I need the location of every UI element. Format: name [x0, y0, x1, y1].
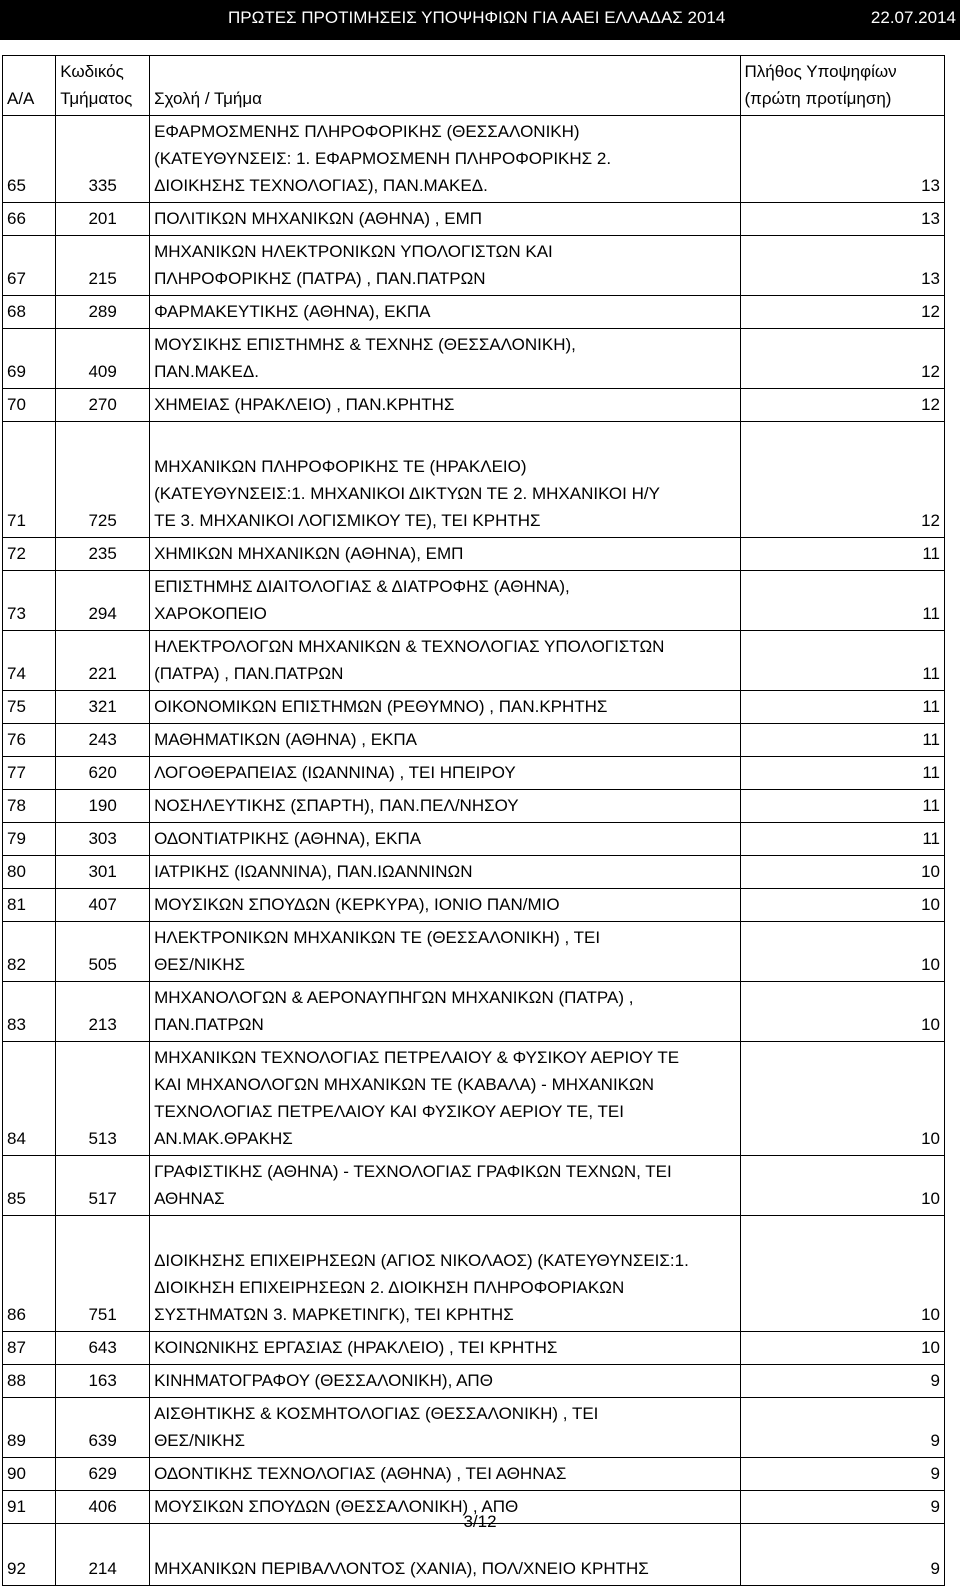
cell-aa: 82 [3, 922, 56, 982]
cell-count: 10 [740, 1216, 945, 1332]
cell-aa: 65 [3, 116, 56, 203]
cell-count: 9 [740, 1491, 945, 1524]
cell-code: 335 [56, 116, 150, 203]
column-header-code: Κωδικός Τμήματος [56, 56, 150, 116]
table-row [3, 538, 945, 571]
cell-code: 620 [56, 757, 150, 790]
table-row [3, 1458, 945, 1491]
candidates-table [2, 55, 945, 1586]
cell-code: 214 [56, 1524, 150, 1586]
cell-name: ΓΡΑΦΙΣΤΙΚΗΣ (ΑΘΗΝΑ) - ΤΕΧΝΟΛΟΓΙΑΣ ΓΡΑΦΙΚΩΝ ΤΕΧΝΩΝ, ΤΕΙ ΑΘΗΝΑΣ [150, 1156, 740, 1216]
cell-count: 9 [740, 1365, 945, 1398]
cell-count: 12 [740, 389, 945, 422]
cell-code: 235 [56, 538, 150, 571]
cell-count: 9 [740, 1524, 945, 1586]
cell-aa: 92 [3, 1524, 56, 1586]
cell-name: ΜΗΧΑΝΙΚΩΝ ΠΕΡΙΒΑΛΛΟΝΤΟΣ (ΧΑΝΙΑ), ΠΟΛ/ΧΝΕΙΟ ΚΡΗΤΗΣ [150, 1524, 740, 1586]
cell-aa: 79 [3, 823, 56, 856]
cell-aa: 74 [3, 631, 56, 691]
column-header-name: Σχολή / Τμήμα [150, 56, 740, 116]
cell-code: 639 [56, 1398, 150, 1458]
table-row [3, 856, 945, 889]
cell-name: ΕΠΙΣΤΗΜΗΣ ΔΙΑΙΤΟΛΟΓΙΑΣ & ΔΙΑΤΡΟΦΗΣ (ΑΘΗΝΑ), ΧΑΡΟΚΟΠΕΙΟ [150, 571, 740, 631]
cell-code: 190 [56, 790, 150, 823]
cell-count: 12 [740, 329, 945, 389]
table-row [3, 922, 945, 982]
table-body [3, 116, 945, 1586]
cell-count: 9 [740, 1398, 945, 1458]
table-row [3, 203, 945, 236]
cell-aa: 71 [3, 422, 56, 538]
cell-code: 289 [56, 296, 150, 329]
table-row [3, 1216, 945, 1332]
cell-code: 270 [56, 389, 150, 422]
cell-name: ΜΟΥΣΙΚΩΝ ΣΠΟΥΔΩΝ (ΘΕΣΣΑΛΟΝΙΚΗ) , ΑΠΘ [150, 1491, 740, 1524]
cell-aa: 78 [3, 790, 56, 823]
cell-code: 629 [56, 1458, 150, 1491]
cell-aa: 70 [3, 389, 56, 422]
cell-count: 11 [740, 757, 945, 790]
cell-code: 725 [56, 422, 150, 538]
cell-count: 10 [740, 922, 945, 982]
cell-count: 13 [740, 236, 945, 296]
cell-aa: 76 [3, 724, 56, 757]
cell-name: ΟΙΚΟΝΟΜΙΚΩΝ ΕΠΙΣΤΗΜΩΝ (ΡΕΘΥΜΝΟ) , ΠΑΝ.ΚΡΗΤΗΣ [150, 691, 740, 724]
cell-count: 10 [740, 1332, 945, 1365]
cell-name: ΔΙΟΙΚΗΣΗΣ ΕΠΙΧΕΙΡΗΣΕΩΝ (ΑΓΙΟΣ ΝΙΚΟΛΑΟΣ) (ΚΑΤΕΥΘΥΝΣΕΙΣ:1. ΔΙΟΙΚΗΣΗ ΕΠΙΧΕΙΡΗΣΕΩΝ 2. ΔΙΟΙΚΗΣΗ ΠΛΗΡΟΦΟΡΙΑΚΩΝ ΣΥΣΤΗΜΑΤΩΝ 3. ΜΑΡΚΕΤΙΝΓΚ), ΤΕΙ ΚΡΗΤΗΣ [150, 1216, 740, 1332]
table-header-row [3, 56, 945, 116]
cell-code: 409 [56, 329, 150, 389]
cell-name: ΠΟΛΙΤΙΚΩΝ ΜΗΧΑΝΙΚΩΝ (ΑΘΗΝΑ) , ΕΜΠ [150, 203, 740, 236]
cell-count: 11 [740, 790, 945, 823]
cell-aa: 85 [3, 1156, 56, 1216]
table-row [3, 724, 945, 757]
cell-name: ΜΗΧΑΝΙΚΩΝ ΠΛΗΡΟΦΟΡΙΚΗΣ ΤΕ (ΗΡΑΚΛΕΙΟ) (ΚΑΤΕΥΘΥΝΣΕΙΣ:1. ΜΗΧΑΝΙΚΟΙ ΔΙΚΤΥΩΝ ΤΕ 2. ΜΗΧΑΝΙΚΟΙ Η/Υ ΤΕ 3. ΜΗΧΑΝΙΚΟΙ ΛΟΓΙΣΜΙΚΟΥ ΤΕ), ΤΕΙ ΚΡΗΤΗΣ [150, 422, 740, 538]
cell-count: 10 [740, 1042, 945, 1156]
cell-aa: 73 [3, 571, 56, 631]
cell-aa: 88 [3, 1365, 56, 1398]
cell-aa: 84 [3, 1042, 56, 1156]
cell-name: ΜΑΘΗΜΑΤΙΚΩΝ (ΑΘΗΝΑ) , ΕΚΠΑ [150, 724, 740, 757]
cell-name: ΜΗΧΑΝΟΛΟΓΩΝ & ΑΕΡΟΝΑΥΠΗΓΩΝ ΜΗΧΑΝΙΚΩΝ (ΠΑΤΡΑ) , ΠΑΝ.ΠΑΤΡΩΝ [150, 982, 740, 1042]
table-row [3, 422, 945, 538]
cell-name: ΜΟΥΣΙΚΩΝ ΣΠΟΥΔΩΝ (ΚΕΡΚΥΡΑ), ΙΟΝΙΟ ΠΑΝ/ΜΙΟ [150, 889, 740, 922]
cell-code: 505 [56, 922, 150, 982]
cell-count: 10 [740, 982, 945, 1042]
table-row [3, 1332, 945, 1365]
cell-name: ΚΟΙΝΩΝΙΚΗΣ ΕΡΓΑΣΙΑΣ (ΗΡΑΚΛΕΙΟ) , ΤΕΙ ΚΡΗΤΗΣ [150, 1332, 740, 1365]
cell-aa: 87 [3, 1332, 56, 1365]
cell-name: ΑΙΣΘΗΤΙΚΗΣ & ΚΟΣΜΗΤΟΛΟΓΙΑΣ (ΘΕΣΣΑΛΟΝΙΚΗ) , ΤΕΙ ΘΕΣ/ΝΙΚΗΣ [150, 1398, 740, 1458]
cell-aa: 86 [3, 1216, 56, 1332]
column-header-aa: Α/Α [3, 56, 56, 116]
cell-code: 163 [56, 1365, 150, 1398]
cell-count: 9 [740, 1458, 945, 1491]
cell-code: 201 [56, 203, 150, 236]
cell-count: 11 [740, 538, 945, 571]
cell-count: 11 [740, 691, 945, 724]
table-row [3, 389, 945, 422]
cell-aa: 91 [3, 1491, 56, 1524]
cell-count: 11 [740, 631, 945, 691]
cell-name: ΙΑΤΡΙΚΗΣ (ΙΩΑΝΝΙΝΑ), ΠΑΝ.ΙΩΑΝΝΙΝΩΝ [150, 856, 740, 889]
cell-aa: 80 [3, 856, 56, 889]
cell-aa: 67 [3, 236, 56, 296]
document-title: ΠΡΩΤΕΣ ΠΡΟΤΙΜΗΣΕΙΣ ΥΠΟΨΗΦΙΩΝ ΓΙΑ ΑΑΕΙ ΕΛΛΑΔΑΣ 2014 [228, 8, 726, 27]
cell-aa: 68 [3, 296, 56, 329]
table-row [3, 823, 945, 856]
cell-name: ΧΗΜΕΙΑΣ (ΗΡΑΚΛΕΙΟ) , ΠΑΝ.ΚΡΗΤΗΣ [150, 389, 740, 422]
cell-name: ΟΔΟΝΤΙΚΗΣ ΤΕΧΝΟΛΟΓΙΑΣ (ΑΘΗΝΑ) , ΤΕΙ ΑΘΗΝΑΣ [150, 1458, 740, 1491]
cell-name: ΟΔΟΝΤΙΑΤΡΙΚΗΣ (ΑΘΗΝΑ), ΕΚΠΑ [150, 823, 740, 856]
table-row [3, 1156, 945, 1216]
table-row [3, 296, 945, 329]
cell-code: 243 [56, 724, 150, 757]
cell-aa: 75 [3, 691, 56, 724]
cell-count: 13 [740, 116, 945, 203]
table-row [3, 1524, 945, 1586]
document-date: 22.07.2014 [870, 8, 956, 27]
table-row [3, 790, 945, 823]
cell-aa: 69 [3, 329, 56, 389]
table-row [3, 571, 945, 631]
table-row [3, 236, 945, 296]
cell-code: 294 [56, 571, 150, 631]
cell-aa: 83 [3, 982, 56, 1042]
table-row [3, 982, 945, 1042]
cell-code: 643 [56, 1332, 150, 1365]
table-row [3, 631, 945, 691]
cell-name: ΕΦΑΡΜΟΣΜΕΝΗΣ ΠΛΗΡΟΦΟΡΙΚΗΣ (ΘΕΣΣΑΛΟΝΙΚΗ) (ΚΑΤΕΥΘΥΝΣΕΙΣ: 1. ΕΦΑΡΜΟΣΜΕΝΗ ΠΛΗΡΟΦΟΡΙΚΗΣ 2. ΔΙΟΙΚΗΣΗΣ ΤΕΧΝΟΛΟΓΙΑΣ), ΠΑΝ.ΜΑΚΕΔ. [150, 116, 740, 203]
cell-code: 321 [56, 691, 150, 724]
table-row [3, 889, 945, 922]
page-header [0, 0, 960, 40]
cell-code: 213 [56, 982, 150, 1042]
cell-name: ΧΗΜΙΚΩΝ ΜΗΧΑΝΙΚΩΝ (ΑΘΗΝΑ), ΕΜΠ [150, 538, 740, 571]
page-number: 3/12 [463, 1512, 497, 1531]
cell-count: 12 [740, 296, 945, 329]
table-row [3, 691, 945, 724]
cell-count: 10 [740, 856, 945, 889]
table-row [3, 757, 945, 790]
cell-code: 517 [56, 1156, 150, 1216]
cell-aa: 81 [3, 889, 56, 922]
cell-count: 11 [740, 823, 945, 856]
column-header-count: Πλήθος Υποψηφίων (πρώτη προτίμηση) [740, 56, 945, 116]
cell-code: 301 [56, 856, 150, 889]
cell-name: ΜΗΧΑΝΙΚΩΝ ΤΕΧΝΟΛΟΓΙΑΣ ΠΕΤΡΕΛΑΙΟΥ & ΦΥΣΙΚΟΥ ΑΕΡΙΟΥ ΤΕ ΚΑΙ ΜΗΧΑΝΟΛΟΓΩΝ ΜΗΧΑΝΙΚΩΝ ΤΕ (ΚΑΒΑΛΑ) - ΜΗΧΑΝΙΚΩΝ ΤΕΧΝΟΛΟΓΙΑΣ ΠΕΤΡΕΛΑΙΟΥ ΚΑΙ ΦΥΣΙΚΟΥ ΑΕΡΙΟΥ ΤΕ, ΤΕΙ ΑΝ.ΜΑΚ.ΘΡΑΚΗΣ [150, 1042, 740, 1156]
table-row [3, 116, 945, 203]
cell-name: ΝΟΣΗΛΕΥΤΙΚΗΣ (ΣΠΑΡΤΗ), ΠΑΝ.ΠΕΛ/ΝΗΣΟΥ [150, 790, 740, 823]
cell-code: 303 [56, 823, 150, 856]
cell-code: 513 [56, 1042, 150, 1156]
cell-aa: 90 [3, 1458, 56, 1491]
cell-aa: 89 [3, 1398, 56, 1458]
cell-count: 13 [740, 203, 945, 236]
table-row [3, 1398, 945, 1458]
cell-code: 215 [56, 236, 150, 296]
table-row [3, 1042, 945, 1156]
cell-name: ΚΙΝΗΜΑΤΟΓΡΑΦΟΥ (ΘΕΣΣΑΛΟΝΙΚΗ), ΑΠΘ [150, 1365, 740, 1398]
cell-aa: 72 [3, 538, 56, 571]
cell-name: ΛΟΓΟΘΕΡΑΠΕΙΑΣ (ΙΩΑΝΝΙΝΑ) , ΤΕΙ ΗΠΕΙΡΟΥ [150, 757, 740, 790]
cell-name: ΗΛΕΚΤΡΟΛΟΓΩΝ ΜΗΧΑΝΙΚΩΝ & ΤΕΧΝΟΛΟΓΙΑΣ ΥΠΟΛΟΓΙΣΤΩΝ (ΠΑΤΡΑ) , ΠΑΝ.ΠΑΤΡΩΝ [150, 631, 740, 691]
table-row [3, 329, 945, 389]
cell-count: 11 [740, 571, 945, 631]
cell-count: 12 [740, 422, 945, 538]
cell-count: 10 [740, 889, 945, 922]
cell-aa: 66 [3, 203, 56, 236]
cell-name: ΜΟΥΣΙΚΗΣ ΕΠΙΣΤΗΜΗΣ & ΤΕΧΝΗΣ (ΘΕΣΣΑΛΟΝΙΚΗ), ΠΑΝ.ΜΑΚΕΔ. [150, 329, 740, 389]
cell-name: ΦΑΡΜΑΚΕΥΤΙΚΗΣ (ΑΘΗΝΑ), ΕΚΠΑ [150, 296, 740, 329]
cell-code: 406 [56, 1491, 150, 1524]
cell-name: ΜΗΧΑΝΙΚΩΝ ΗΛΕΚΤΡΟΝΙΚΩΝ ΥΠΟΛΟΓΙΣΤΩΝ ΚΑΙ ΠΛΗΡΟΦΟΡΙΚΗΣ (ΠΑΤΡΑ) , ΠΑΝ.ΠΑΤΡΩΝ [150, 236, 740, 296]
cell-count: 10 [740, 1156, 945, 1216]
table-row [3, 1365, 945, 1398]
cell-code: 751 [56, 1216, 150, 1332]
cell-code: 407 [56, 889, 150, 922]
cell-aa: 77 [3, 757, 56, 790]
cell-name: ΗΛΕΚΤΡΟΝΙΚΩΝ ΜΗΧΑΝΙΚΩΝ ΤΕ (ΘΕΣΣΑΛΟΝΙΚΗ) , ΤΕΙ ΘΕΣ/ΝΙΚΗΣ [150, 922, 740, 982]
cell-code: 221 [56, 631, 150, 691]
cell-count: 11 [740, 724, 945, 757]
